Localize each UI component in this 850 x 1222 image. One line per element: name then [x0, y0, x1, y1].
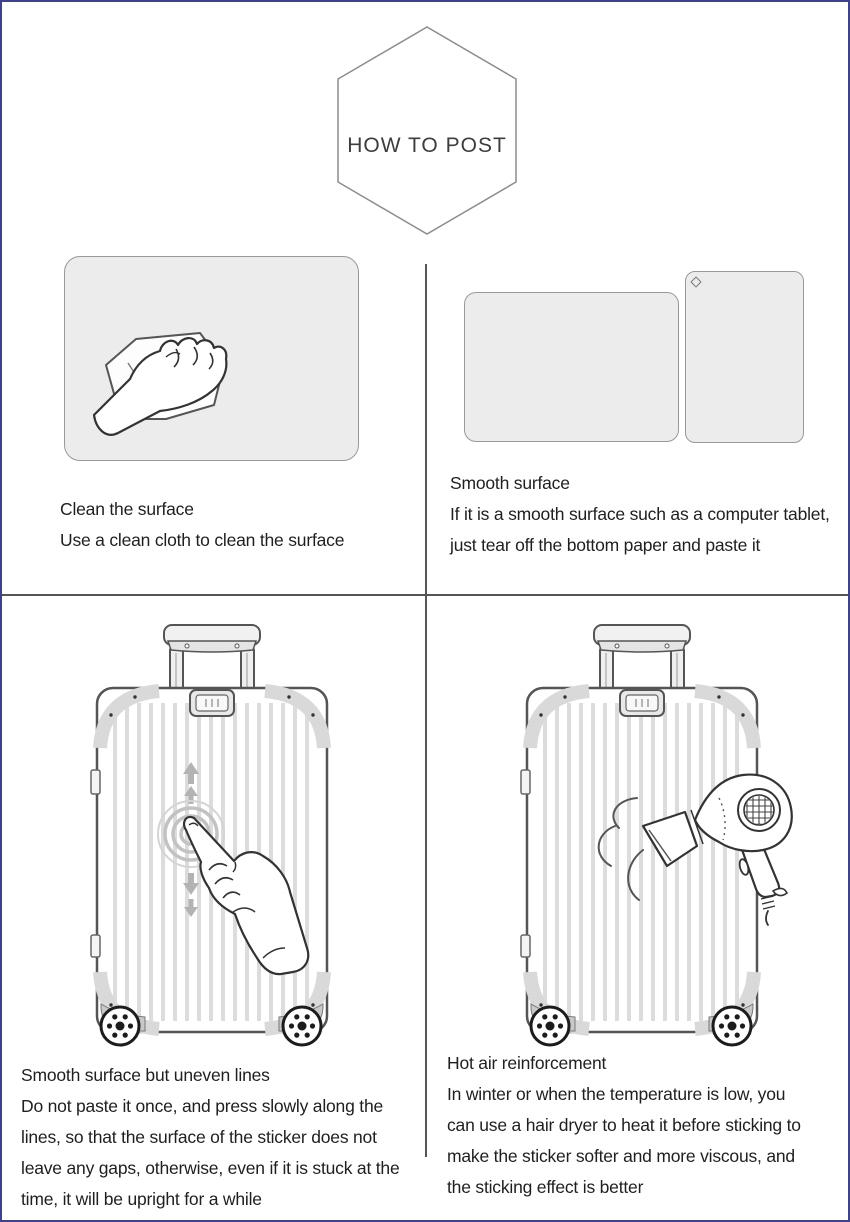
sticker-sheet-wide	[464, 292, 679, 442]
vertical-divider	[425, 264, 427, 1157]
instruction-line: Use a clean cloth to clean the surface	[60, 530, 345, 550]
instruction-line: make the sticker softer and more viscous, and	[447, 1146, 795, 1166]
instruction-line: lines, so that the surface of the sticker does not	[21, 1127, 377, 1147]
page-title: HOW TO POST	[347, 134, 507, 157]
instruction-line: the sticking effect is better	[447, 1177, 644, 1197]
section-title: Smooth surface	[450, 473, 570, 493]
instruction-line: If it is a smooth surface such as a computer tablet,	[450, 504, 830, 524]
hot-air-caption	[447, 1048, 801, 1203]
section-title: Smooth surface but uneven lines	[21, 1065, 270, 1085]
instruction-line: just tear off the bottom paper and paste it	[450, 535, 761, 555]
wipe-hand-icon	[88, 313, 228, 438]
instruction-line: leave any gaps, otherwise, even if it is stuck at the	[21, 1158, 400, 1178]
uneven-lines-caption	[21, 1060, 400, 1215]
sticker-sheet-tall	[685, 271, 804, 443]
smooth-surface-caption	[450, 468, 830, 561]
hexagon-badge	[335, 25, 519, 236]
clean-surface-caption	[60, 494, 344, 556]
section-title: Clean the surface	[60, 499, 194, 519]
section-title: Hot air reinforcement	[447, 1053, 607, 1073]
suitcase-press-illustration	[85, 620, 339, 1070]
instruction-line: time, it will be upright for a while	[21, 1189, 262, 1209]
clean-surface-panel	[64, 256, 359, 461]
instruction-line: Do not paste it once, and press slowly along the	[21, 1096, 384, 1116]
instruction-line: In winter or when the temperature is low, you	[447, 1084, 786, 1104]
instruction-line: can use a hair dryer to heat it before sticking to	[447, 1115, 801, 1135]
suitcase-hairdryer-illustration	[515, 620, 815, 1070]
